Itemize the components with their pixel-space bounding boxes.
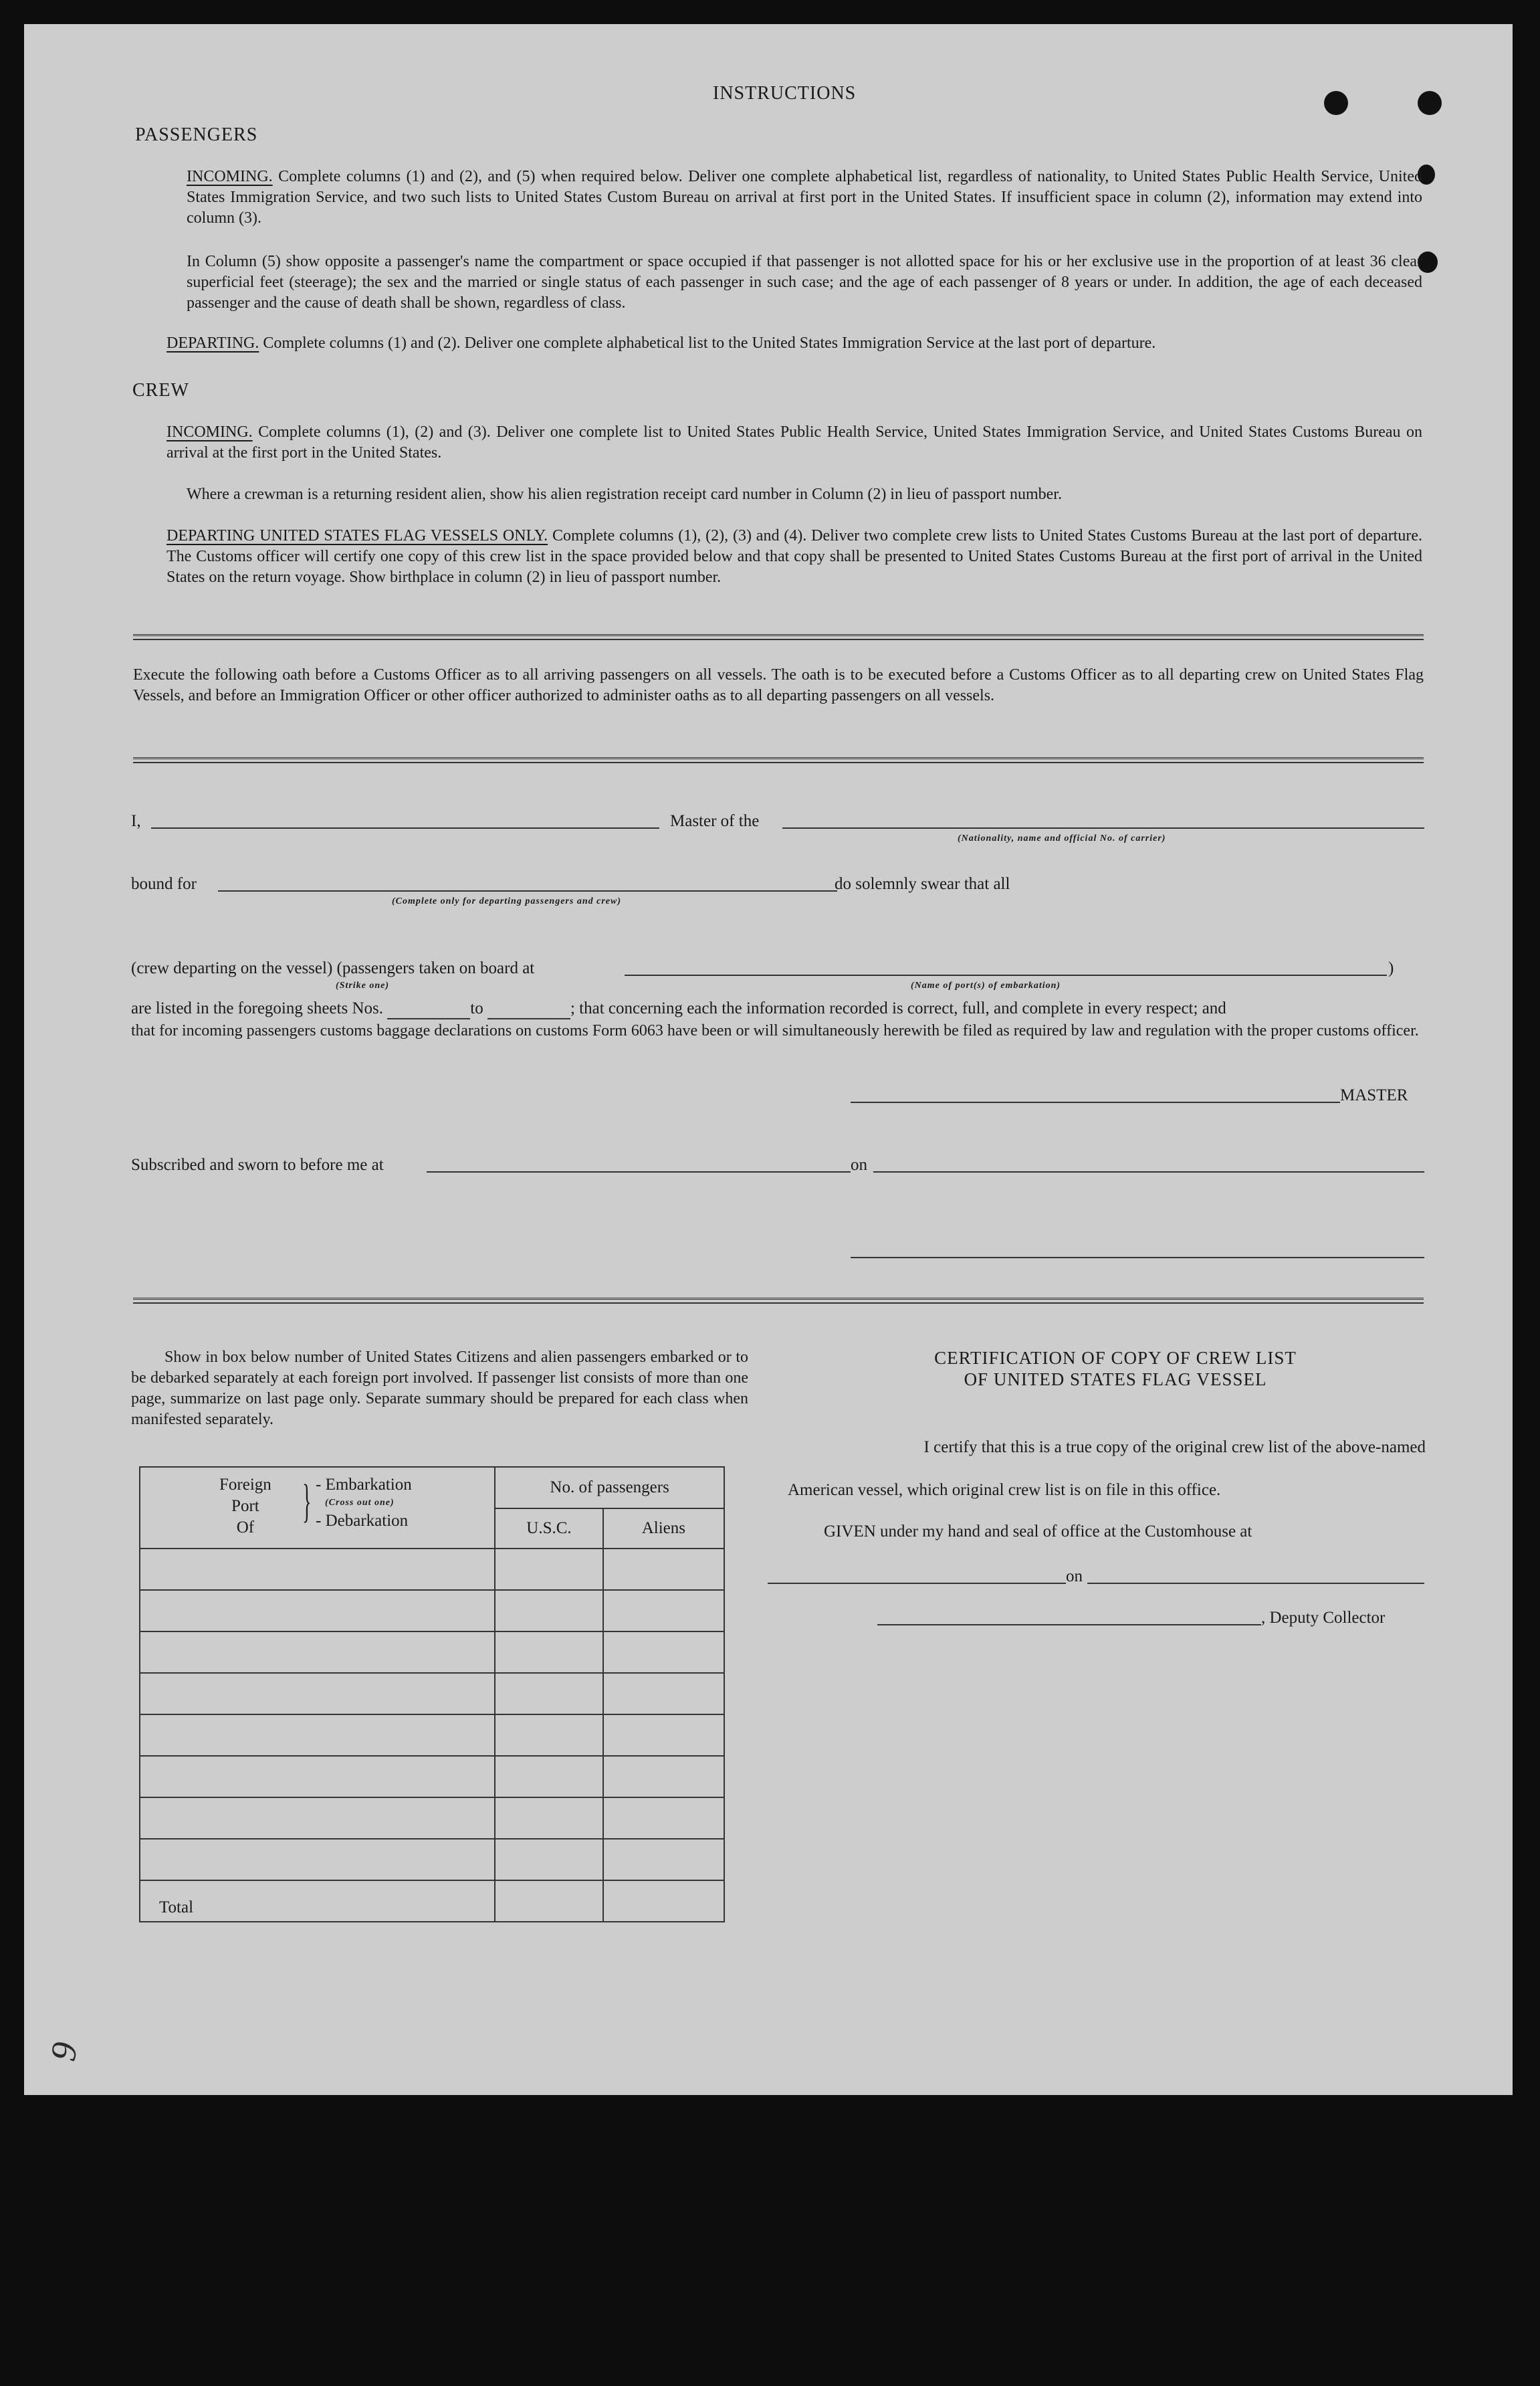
passengers-incoming-label: INCOMING. bbox=[187, 168, 273, 185]
crew-departing-line: (crew departing on the vessel) (passengers taken on board at bbox=[131, 959, 535, 977]
sheet-from-field[interactable] bbox=[387, 1003, 470, 1019]
ports-caption: (Name of port(s) of embarkation) bbox=[911, 981, 1061, 991]
table-row bbox=[140, 1549, 724, 1590]
passengers-incoming-text: Complete columns (1) and (2), and (5) when required below. Deliver one complete alphabetical list, regardless of nationality, to United States Public Health Service, United States Immigration Service, and two such lists to United States Custom Bureau on arrival at first port in the United States. If insufficient space in column (2), information may extend into column (3). bbox=[187, 168, 1423, 227]
form-page bbox=[24, 24, 1513, 2095]
sheet-to-field[interactable] bbox=[487, 1003, 570, 1019]
crew-departing-paragraph bbox=[167, 526, 1422, 588]
crew-incoming-text: Complete columns (1), (2) and (3). Deliver one complete list to United States Public Health Service, United States Immigration Service, and United States Customs Bureau on arrival at the first port in the United States. bbox=[167, 423, 1423, 462]
foreign-label: Foreign bbox=[219, 1476, 271, 1494]
certification-title-line2: OF UNITED STATES FLAG VESSEL bbox=[964, 1369, 1267, 1389]
total-row bbox=[140, 1880, 724, 1922]
port-cell[interactable] bbox=[140, 1673, 495, 1714]
aliens-cell[interactable] bbox=[603, 1797, 724, 1839]
debarkation-option[interactable]: - Debarkation bbox=[316, 1512, 409, 1530]
aliens-cell[interactable] bbox=[603, 1714, 724, 1756]
passengers-departing-label: DEPARTING. bbox=[167, 334, 259, 352]
american-vessel-text: American vessel, which original crew list is on file in this office. bbox=[788, 1481, 1221, 1499]
master-label: MASTER bbox=[1340, 1086, 1408, 1104]
passengers-incoming-paragraph bbox=[187, 167, 1422, 229]
crew-departing-label: DEPARTING UNITED STATES FLAG VESSELS ONLY. bbox=[167, 527, 548, 544]
crew-resident-paragraph: Where a crewman is a returning resident alien, show his alien registration receipt card number in Column (2) in lieu of passport number. bbox=[187, 486, 1062, 503]
usc-cell[interactable] bbox=[495, 1673, 602, 1714]
listed-line bbox=[131, 998, 1226, 1019]
strike-one-caption: (Strike one) bbox=[336, 981, 390, 991]
certification-date-field[interactable] bbox=[1087, 1583, 1424, 1584]
usc-cell[interactable] bbox=[495, 1590, 602, 1631]
usc-cell[interactable] bbox=[495, 1714, 602, 1756]
certification-title bbox=[814, 1347, 1416, 1390]
listed-pre-text: are listed in the foregoing sheets Nos. bbox=[131, 999, 383, 1017]
customhouse-field[interactable] bbox=[768, 1583, 1066, 1584]
sworn-date-field[interactable] bbox=[873, 1171, 1424, 1173]
cross-out-caption: (Cross out one) bbox=[325, 1498, 395, 1508]
usc-total-cell[interactable] bbox=[495, 1880, 602, 1922]
listed-rest-text: that for incoming passengers customs baggage declarations on customs Form 6063 have been or will simultaneously herewith be filed as required by law and regulation with the proper customs officer. bbox=[131, 1022, 1419, 1039]
listed-post-text: ; that concerning each the information recorded is correct, full, and complete in every respect; and bbox=[570, 999, 1226, 1017]
port-cell[interactable] bbox=[140, 1549, 495, 1590]
aliens-cell[interactable] bbox=[603, 1756, 724, 1797]
crew-departing-text: Complete columns (1), (2), (3) and (4). Deliver two complete crew lists to United States Customs Bureau at the last port of departure. The Customs officer will certify one copy of this crew list in the space provided below and that copy shall be presented to United States Customs Bureau at the first port of arrival in the United States on the return voyage. Show birthplace in column (2) in lieu of passport number. bbox=[167, 527, 1422, 586]
oath-intro: Execute the following oath before a Customs Officer as to all arriving passengers on all vessels. The oath is to be executed before a Customs Officer as to all departing crew on United States Flag Vessels, and before an Immigration Officer or other officer authorized to administer oaths as to all departing passengers on all vessels. bbox=[133, 666, 1424, 704]
port-cell[interactable] bbox=[140, 1714, 495, 1756]
swear-text: do solemnly swear that all bbox=[835, 875, 1010, 893]
crew-heading: CREW bbox=[132, 380, 189, 401]
section-divider bbox=[133, 757, 1424, 763]
departing-caption: (Complete only for departing passengers and crew) bbox=[392, 896, 621, 906]
table-row bbox=[140, 1756, 724, 1797]
usc-cell[interactable] bbox=[495, 1549, 602, 1590]
deputy-signature-field[interactable] bbox=[877, 1624, 1261, 1625]
passengers-heading: PASSENGERS bbox=[135, 124, 258, 145]
aliens-cell[interactable] bbox=[603, 1549, 724, 1590]
passengers-column5-paragraph: In Column (5) show opposite a passenger's name the compartment or space occupied if that passenger is not allotted space for his or her exclusive use in the proportion of at least 36 clear superficial feet (steerage); the sex and the married or single status of each passenger in such case; and the age of each passenger of 8 years or under. In addition, the age of each deceased passenger and the cause of death shall be shown, regardless of class. bbox=[187, 253, 1422, 312]
total-label: Total bbox=[140, 1880, 495, 1922]
port-cell[interactable] bbox=[140, 1797, 495, 1839]
of-label: Of bbox=[236, 1518, 255, 1536]
crew-incoming-paragraph bbox=[167, 422, 1422, 464]
section-divider bbox=[133, 634, 1424, 640]
officer-signature-field[interactable] bbox=[851, 1257, 1424, 1258]
margin-note: 9 bbox=[42, 2039, 86, 2064]
master-name-field[interactable] bbox=[151, 827, 659, 829]
certification-on-label: on bbox=[1066, 1567, 1083, 1585]
usc-cell[interactable] bbox=[495, 1756, 602, 1797]
listed-to-text: to bbox=[470, 999, 483, 1017]
carrier-field[interactable] bbox=[782, 827, 1424, 829]
master-signature-field[interactable] bbox=[851, 1102, 1340, 1103]
port-cell[interactable] bbox=[140, 1839, 495, 1880]
subscribed-label: Subscribed and sworn to before me at bbox=[131, 1156, 384, 1174]
usc-cell[interactable] bbox=[495, 1631, 602, 1673]
aliens-cell[interactable] bbox=[603, 1839, 724, 1880]
page-title: INSTRUCTIONS bbox=[713, 83, 857, 104]
sworn-place-field[interactable] bbox=[427, 1171, 851, 1173]
usc-header: U.S.C. bbox=[495, 1508, 602, 1549]
aliens-cell[interactable] bbox=[603, 1631, 724, 1673]
table-row bbox=[140, 1673, 724, 1714]
passengers-departing-text: Complete columns (1) and (2). Deliver one complete alphabetical list to the United States Immigration Service at the last port of departure. bbox=[263, 334, 1156, 352]
aliens-total-cell[interactable] bbox=[603, 1880, 724, 1922]
port-cell[interactable] bbox=[140, 1631, 495, 1673]
usc-cell[interactable] bbox=[495, 1797, 602, 1839]
bound-for-label: bound for bbox=[131, 875, 197, 893]
close-paren: ) bbox=[1388, 959, 1394, 977]
table-row bbox=[140, 1839, 724, 1880]
deputy-collector-label: , Deputy Collector bbox=[1261, 1609, 1386, 1627]
summary-instructions: Show in box below number of United States Citizens and alien passengers embarked or to be debarked separately at each foreign port involved. If passenger list consists of more than one page, summarize on last page only. Separate summary should be prepared for each class when manifested separately. bbox=[131, 1349, 748, 1428]
oath-i-label: I, bbox=[131, 812, 141, 830]
master-of-the-label: Master of the bbox=[670, 812, 760, 830]
embarkation-ports-field[interactable] bbox=[625, 975, 1387, 976]
embarkation-option[interactable]: - Embarkation bbox=[316, 1476, 412, 1494]
section-divider bbox=[133, 1298, 1424, 1304]
port-cell[interactable] bbox=[140, 1590, 495, 1631]
nationality-caption: (Nationality, name and official No. of carrier) bbox=[958, 833, 1166, 843]
punch-hole bbox=[1418, 91, 1442, 115]
table-row bbox=[140, 1797, 724, 1839]
certification-title-line1: CERTIFICATION OF COPY OF CREW LIST bbox=[934, 1348, 1297, 1368]
port-label: Port bbox=[231, 1497, 259, 1515]
crew-incoming-label: INCOMING. bbox=[167, 423, 253, 441]
given-text: GIVEN under my hand and seal of office at the Customhouse at bbox=[824, 1522, 1252, 1540]
table-row bbox=[140, 1714, 724, 1756]
no-of-passengers-header: No. of passengers bbox=[495, 1467, 724, 1508]
table-row bbox=[140, 1631, 724, 1673]
aliens-cell[interactable] bbox=[603, 1590, 724, 1631]
port-cell[interactable] bbox=[140, 1756, 495, 1797]
sworn-on-label: on bbox=[851, 1156, 867, 1174]
aliens-cell[interactable] bbox=[603, 1673, 724, 1714]
bound-for-field[interactable] bbox=[218, 890, 837, 892]
aliens-header: Aliens bbox=[603, 1508, 724, 1549]
port-header-cell: Foreign Port Of } - Embarkation (Cross out one) - Debarkation bbox=[140, 1467, 495, 1549]
passengers-departing-paragraph bbox=[167, 333, 1422, 354]
passenger-summary-table bbox=[139, 1466, 725, 1922]
punch-hole bbox=[1324, 91, 1348, 115]
usc-cell[interactable] bbox=[495, 1839, 602, 1880]
certify-text: I certify that this is a true copy of the original crew list of the above-named bbox=[923, 1438, 1426, 1456]
table-row bbox=[140, 1590, 724, 1631]
